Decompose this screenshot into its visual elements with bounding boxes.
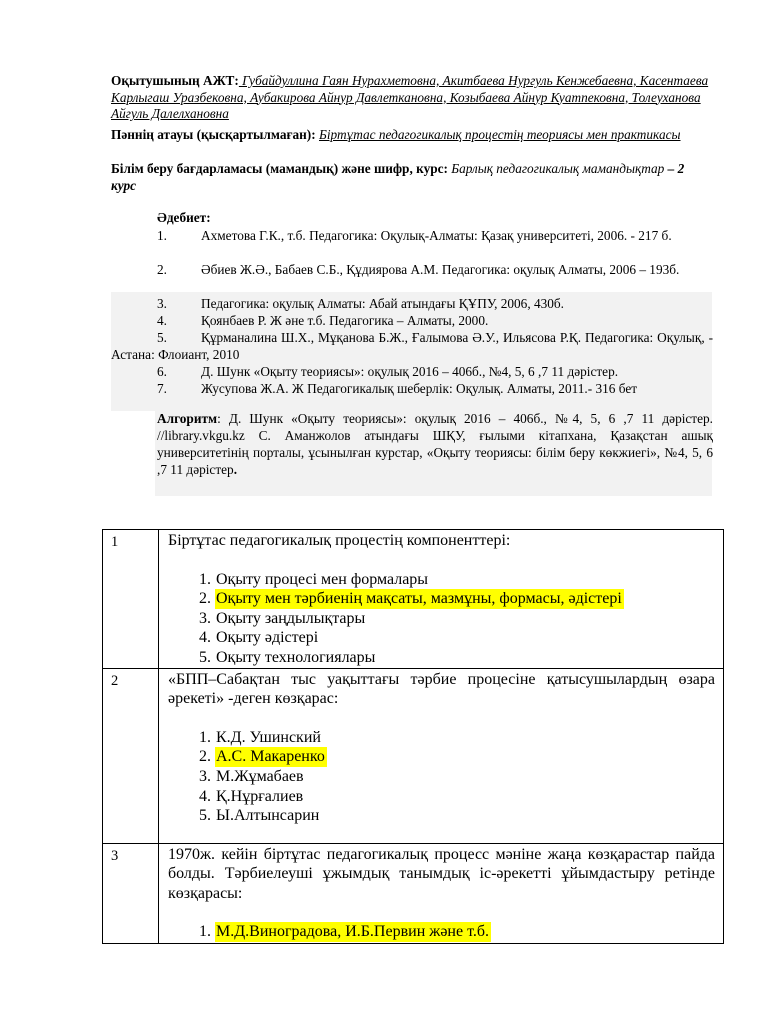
literature-title: Әдебиет:: [157, 210, 211, 225]
answer-option-text: М.Жұмабаев: [216, 767, 304, 785]
answer-option: [215, 787, 715, 807]
algorithm-paragraph: [157, 410, 713, 478]
answer-option-text: Қ.Нұрғалиев: [216, 787, 304, 805]
teacher-names: Губайдуллина Гаян Нурахметовна, Акитбаева Нургуль Кенжебаевна, Касентаева Карлыгаш Уразбековна, Аубакирова Айнур Давлеткановна, Козыбаева Айнур Куатпековна, Толеуханова Айгуль Далелхановна: [111, 73, 709, 121]
answer-option: [215, 806, 715, 826]
answer-option-correct: [215, 589, 624, 609]
answer-options: [168, 728, 715, 826]
answer-option-text: Оқыту әдістері: [216, 629, 319, 647]
literature-item-number: 4.: [157, 313, 167, 328]
question-row: [103, 843, 724, 943]
answer-option: [215, 570, 715, 590]
question-body: [159, 530, 724, 669]
literature-item-number: 6.: [157, 364, 167, 379]
answer-option-text: Оқыту мен тәрбиенің мақсаты, мазмұны, формасы, әдістері: [216, 590, 622, 608]
question-number: 3: [103, 843, 159, 943]
answer-option-text: М.Д.Виноградова, И.Б.Первин және т.б.: [216, 923, 490, 941]
answer-option: [215, 728, 715, 748]
literature-item-number: 7.: [157, 381, 167, 396]
algorithm-end: .: [233, 462, 238, 477]
literature-item-text: Қоянбаев Р. Ж әне т.б. Педагогика – Алматы, 2000.: [201, 313, 489, 328]
question-body: [159, 843, 724, 943]
literature-item: [111, 261, 713, 278]
question-row: [103, 668, 724, 843]
literature-item-number: 1.: [157, 228, 167, 243]
course-info: [111, 127, 711, 144]
question-number: 2: [103, 668, 159, 843]
literature-item: [111, 295, 713, 312]
literature-item: [111, 227, 713, 244]
answer-option-correct: [215, 922, 491, 942]
literature-item-number: 3.: [157, 296, 167, 311]
course-label: Пәннің атауы (қысқартылмаған):: [111, 127, 316, 142]
literature-item-text: Педагогика: оқулық Алматы: Абай атындағы ҚҰПУ, 2006, 430б.: [201, 296, 565, 311]
answer-option-text: А.С. Макаренко: [216, 748, 325, 766]
literature-item: [111, 329, 713, 363]
question-body: [159, 668, 724, 843]
question-text: Біртұтас педагогикалық процестің компоненттері:: [168, 532, 511, 549]
program-course: – 2 курс: [111, 161, 685, 193]
literature-item-text: Жусупова Ж.А. Ж Педагогикалық шеберлік: Оқулық. Алматы, 2011.- 316 бет: [201, 381, 638, 396]
answer-options: [168, 570, 715, 668]
program-label: Білім беру бағдарламасы (мамандық) және шифр, курс:: [111, 161, 448, 176]
answer-options: [168, 922, 715, 942]
literature-item-number: 5.: [157, 330, 167, 345]
answer-option: [215, 767, 715, 787]
teacher-label: Оқытушының АЖТ:: [111, 73, 239, 88]
literature-item-text: Д. Шунк «Оқыту теориясы»: оқулық 2016 – 406б., №4, 5, 6 ,7 11 дәрістер.: [201, 364, 619, 379]
answer-option-text: К.Д. Ушинский: [216, 728, 321, 746]
literature-item: [111, 312, 713, 329]
answer-option-text: Оқыту заңдылықтары: [216, 609, 366, 627]
teacher-info: [111, 73, 711, 123]
answer-option-text: Оқыту технологиялары: [216, 648, 376, 666]
answer-option-correct: [215, 747, 327, 767]
literature-item: [111, 380, 713, 397]
question-number: 1: [103, 530, 159, 669]
answer-option-text: Ы.Алтынсарин: [216, 807, 320, 825]
algorithm-text: : Д. Шунк «Оқыту теориясы»: оқулық 2016 – 406б., №4, 5, 6 ,7 11 дәрістер. //library.vkgu.kz С. Аманжолов атындағы ШҚУ, ғылыми кітапхана, Қазақстан ашық университетінің порталы, ұсынылған курстар, «Оқыту теориясы: білім беру көкжиегі», №4, 5, 6 ,7 11 дәрістер: [157, 411, 713, 477]
program-info: [111, 161, 711, 194]
literature-item-text: Әбиев Ж.Ә., Бабаев С.Б., Құдиярова А.М. Педагогика: оқулық Алматы, 2006 – 193б.: [201, 262, 680, 277]
questions-table: [102, 529, 724, 944]
literature-item-text: Құрманалина Ш.Х., Мұқанова Б.Ж., Ғалымова Ә.У., Ильясова Р.Қ. Педагогика: Оқулық, - Астана: Флоиант, 2010: [111, 330, 713, 362]
literature-item: [111, 363, 713, 380]
answer-option: [215, 628, 715, 648]
answer-option-text: Оқыту процесі мен формалары: [216, 570, 429, 588]
literature-item-text: Ахметова Г.К., т.б. Педагогика: Оқулық-Алматы: Қазақ университеті, 2006. - 217 б.: [201, 228, 672, 243]
answer-option: [215, 648, 715, 668]
question-row: [103, 530, 724, 669]
literature-item-number: 2.: [157, 262, 167, 277]
course-name: Біртұтас педагогикалық процестің теориясы мен практикасы: [319, 127, 681, 142]
algorithm-label: Алгоритм: [157, 411, 218, 426]
answer-option: [215, 609, 715, 629]
question-text: «БПП–Сабақтан тыс уақыттағы тәрбие процесіне қатысушылардың өзара әрекеті» -деген көзқарас:: [168, 670, 715, 708]
program-value: Барлық педагогикалық мамандықтар: [451, 161, 665, 176]
question-text: 1970ж. кейін біртұтас педагогикалық процесс мәніне жаңа көзқарастар пайда болды. Тәрбиелеуші ұжымдық танымдық іс-әрекетті ұйымдастыру ретінде көзқарасы:: [168, 845, 715, 902]
